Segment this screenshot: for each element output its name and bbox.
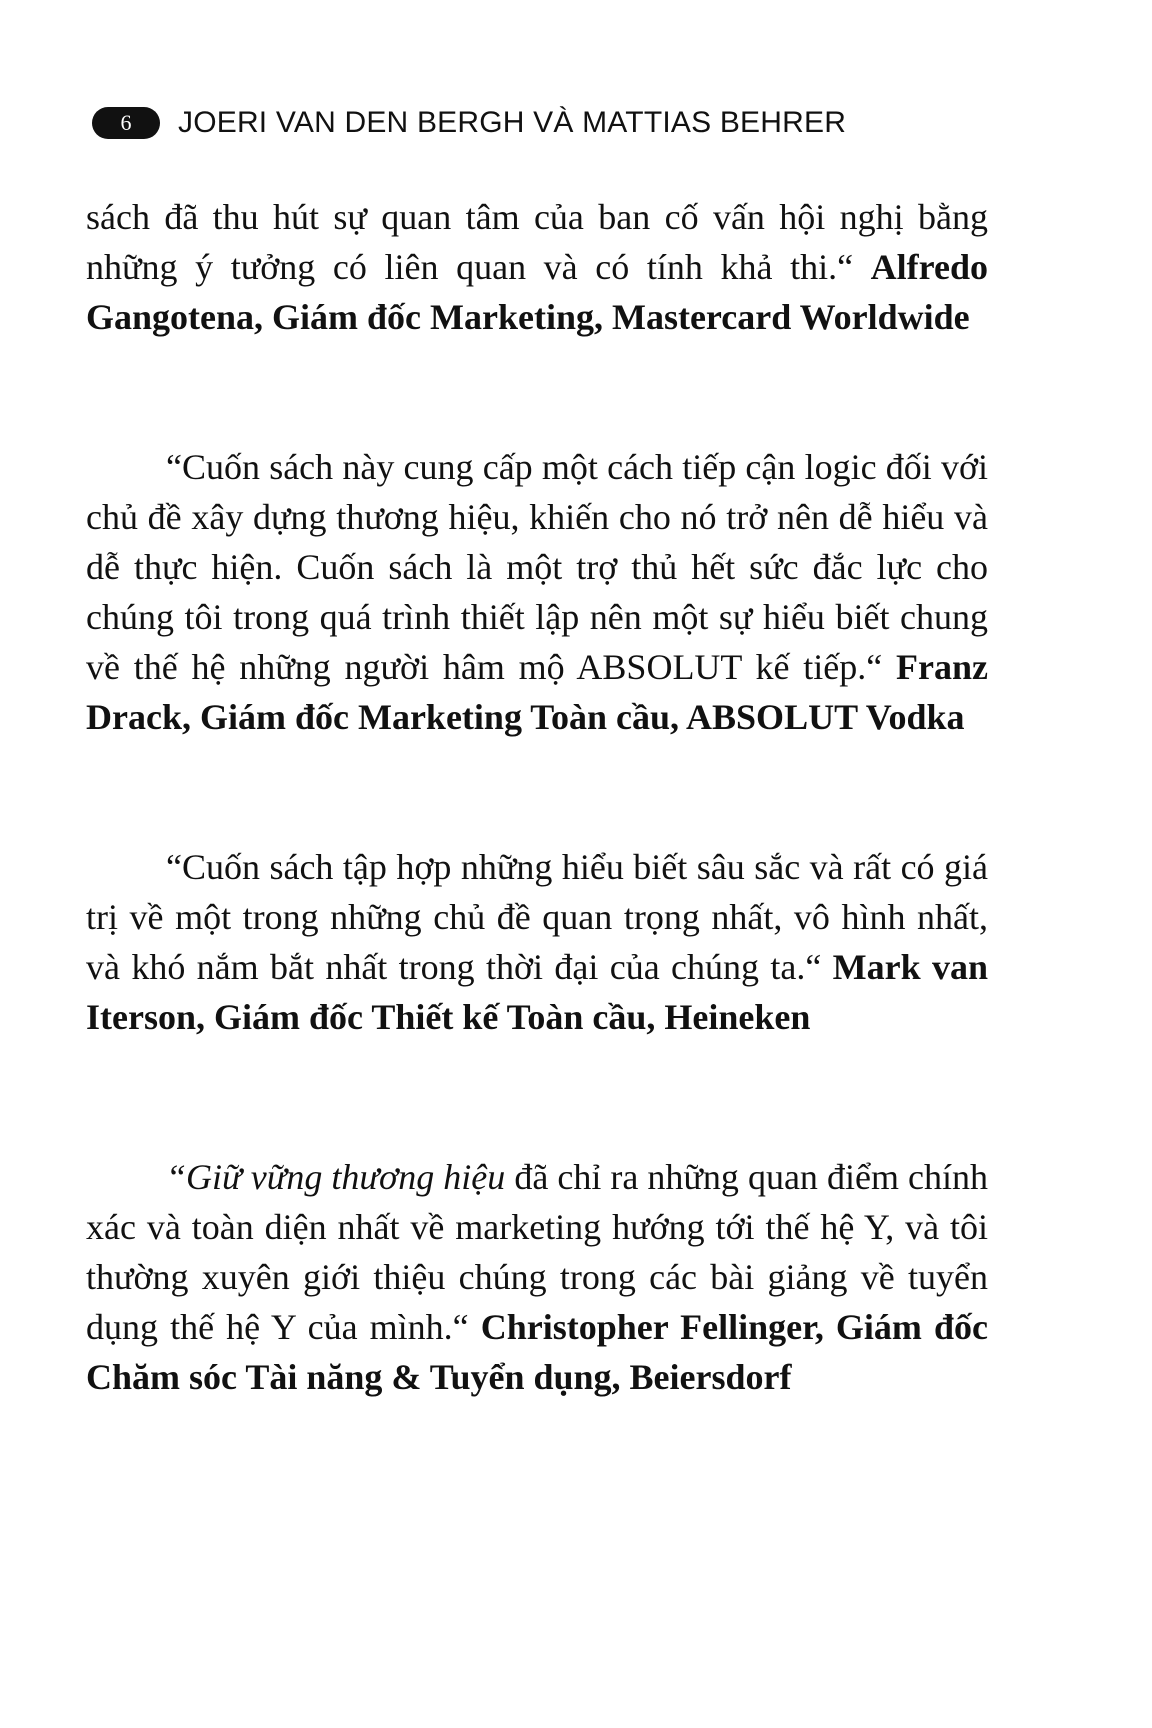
quote-franz [86,442,988,742]
quote-attribution: Mark van Iterson, Giám đốc Thiết kế Toàn cầu, Heineken [86,947,989,1037]
quote-text: “Cuốn sách này cung cấp một cách tiếp cận logic đối với chủ đề xây dựng thương hiệu, khiến cho nó trở nên dễ hiểu và dễ thực hiện. Cuốn sách là một trợ thủ hết sức đắc lực cho chúng tôi trong quá trình thiết lập nên một sự hiểu biết chung về thế hệ những người hâm mộ ABSOLUT kế tiếp.“ [86,447,988,687]
quote-text: sách đã thu hút sự quan tâm của ban cố vấn hội nghị bằng những ý tưởng có liên quan và có tính khả thi.“ [86,197,988,287]
quote-mark [86,842,988,1042]
page-body [86,192,988,1402]
page-number-badge: 6 [92,107,160,139]
quote-attribution: Alfredo Gangotena, Giám đốc Marketing, Mastercard Worldwide [86,247,988,337]
quote-text: “Cuốn sách tập hợp những hiểu biết sâu sắc và rất có giá trị về một trong những chủ đề quan trọng nhất, vô hình nhất, và khó nắm bắt nhất trong thời đại của chúng ta.“ [86,847,988,987]
quote-alfredo [86,192,988,342]
quote-attribution: Franz Drack, Giám đốc Marketing Toàn cầu, ABSOLUT Vodka [86,647,988,737]
page-header [92,100,992,146]
quote-christopher [86,1152,988,1402]
quote-text: đã chỉ ra những quan điểm chính xác và toàn diện nhất về marketing hướng tới thế hệ Y, và tôi thường xuyên giới thiệu chúng trong các bài giảng về tuyển dụng thế hệ Y của mình.“ [86,1157,988,1347]
running-head: JOERI VAN DEN BERGH VÀ MATTIAS BEHRER [178,106,847,139]
book-title: Giữ vững thương hiệu [186,1157,506,1197]
quote-open-mark: “ [166,1157,187,1197]
quote-attribution: Christopher Fellinger, Giám đốc Chăm sóc Tài năng & Tuyển dụng, Beiersdorf [86,1307,988,1397]
